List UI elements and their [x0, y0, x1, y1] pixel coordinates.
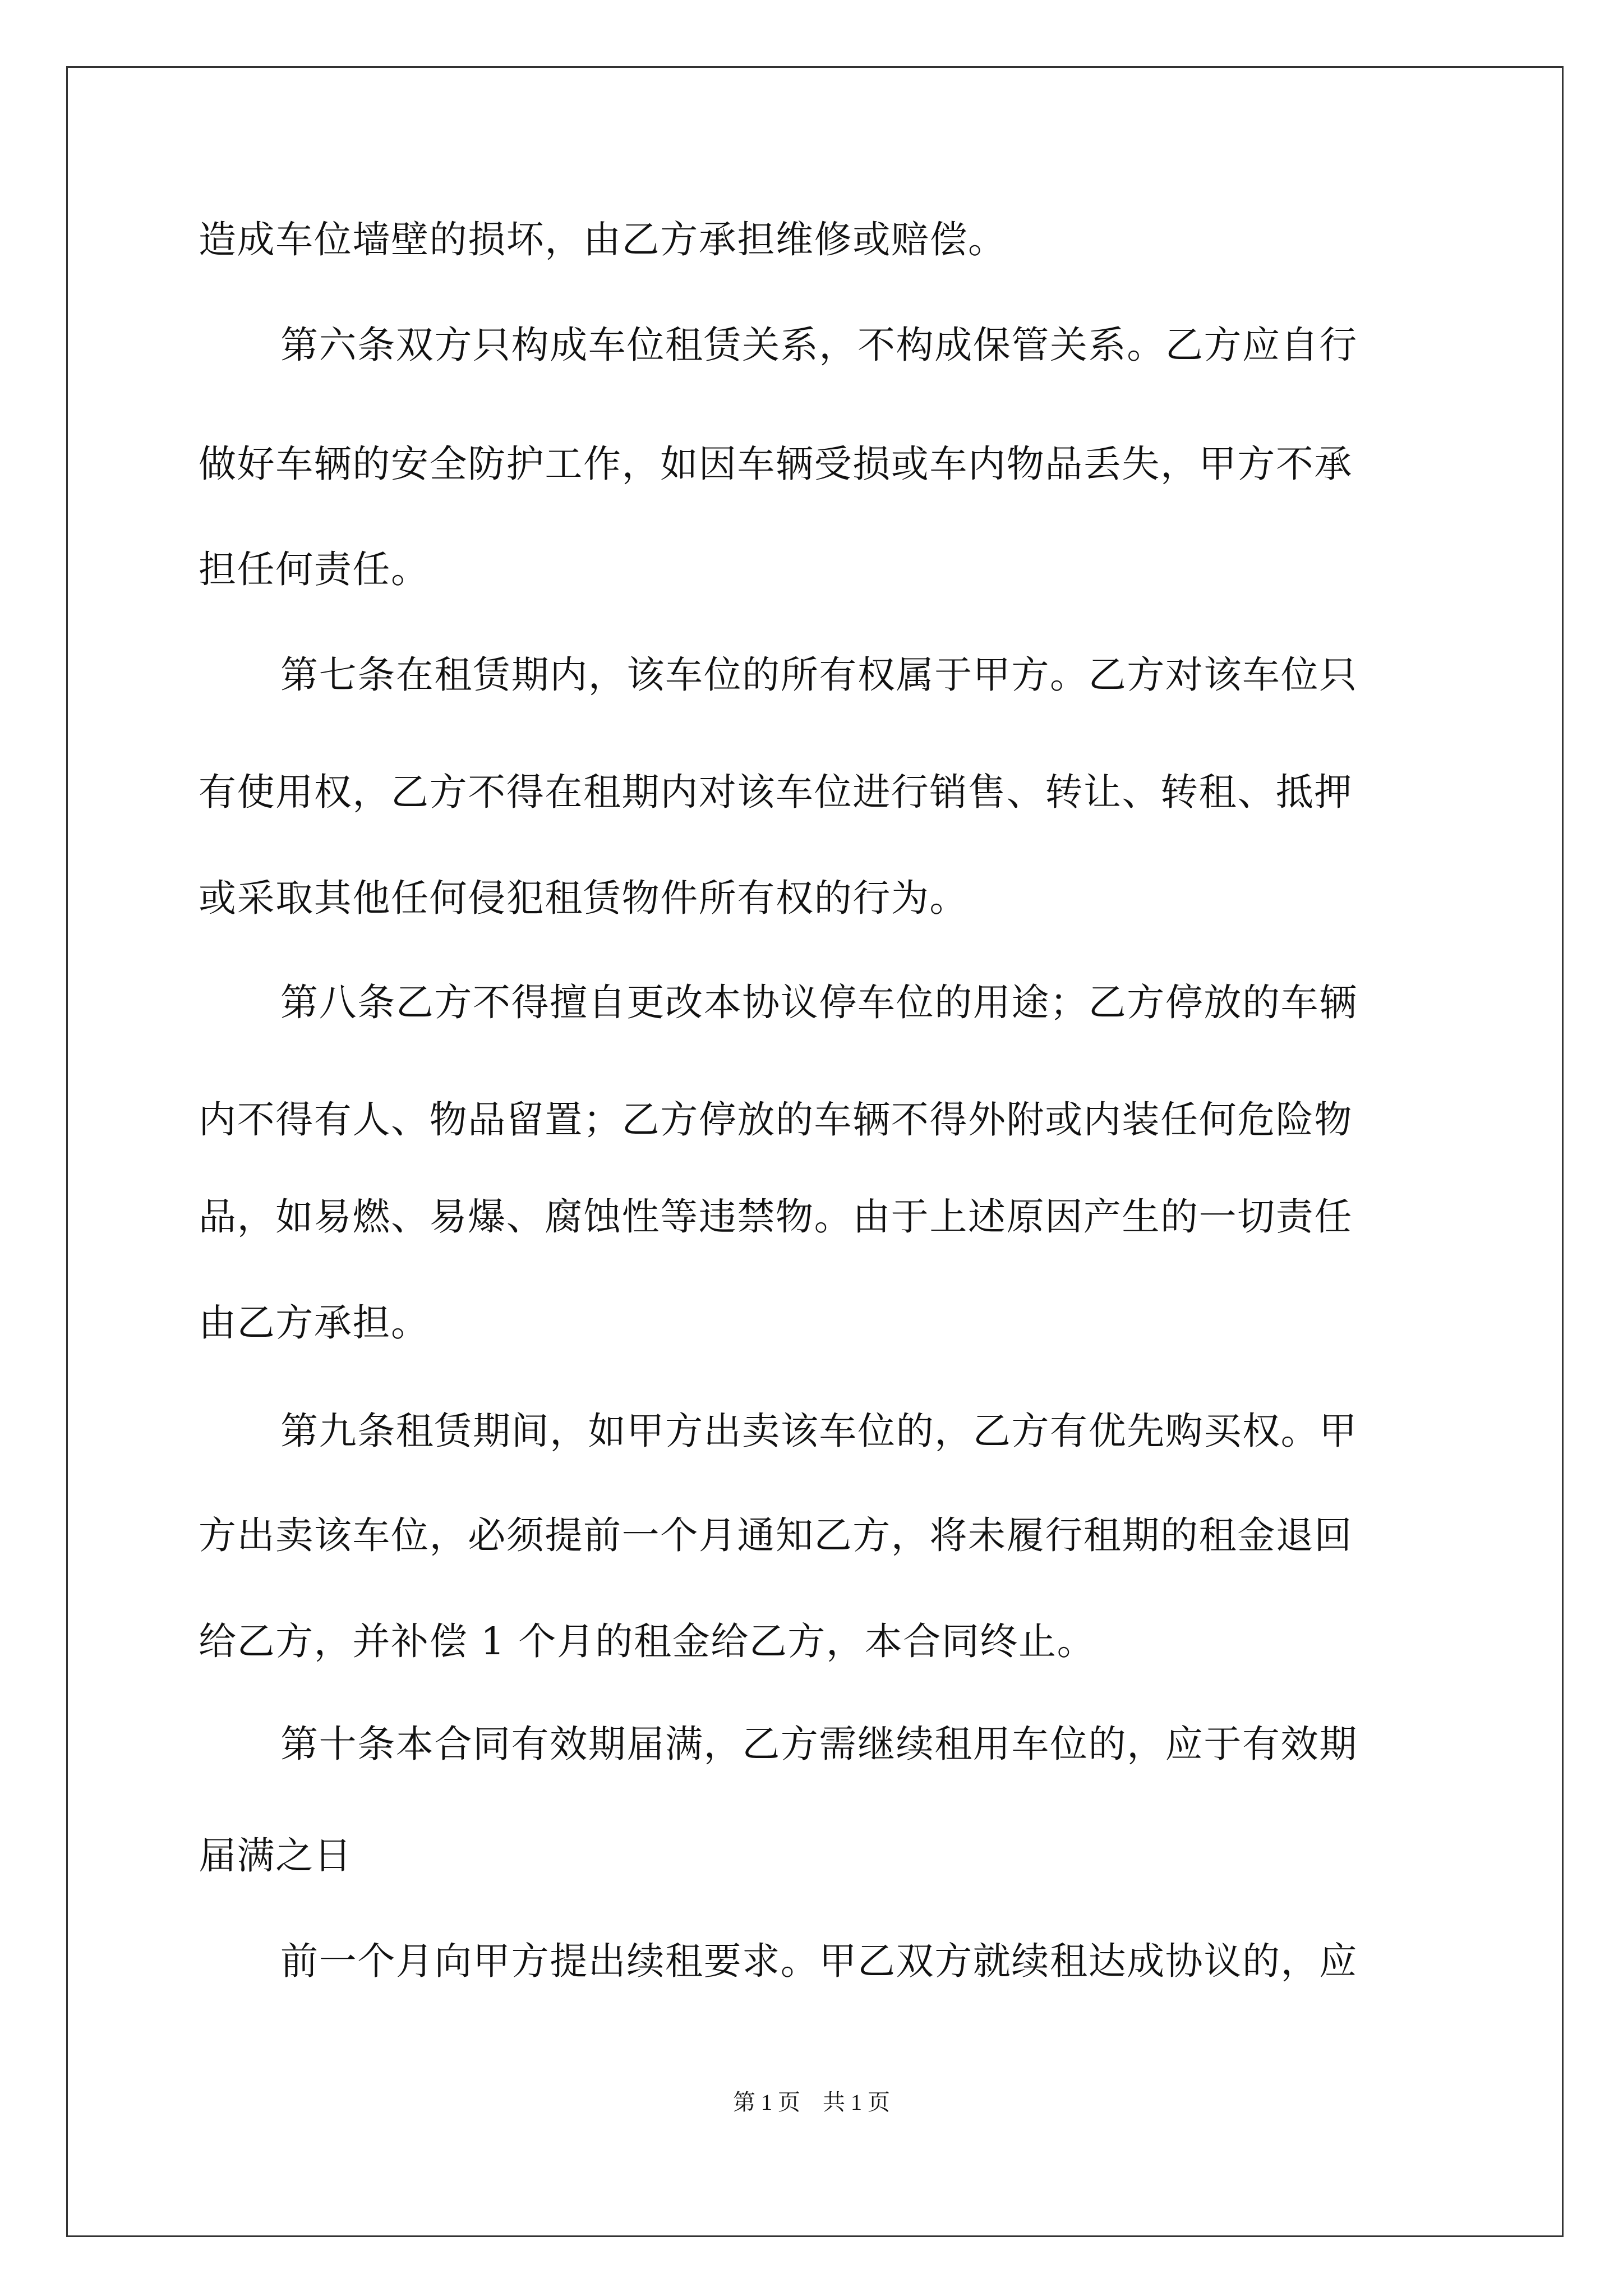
text-line: 届满之日	[199, 1834, 353, 1878]
text-line: 第六条双方只构成车位租赁关系，不构成保管关系。乙方应自行	[280, 323, 1358, 367]
page-total: 共 1 页	[823, 2090, 890, 2115]
text-line: 品，如易燃、易爆、腐蚀性等违禁物。由于上述原因产生的一切责任	[199, 1195, 1353, 1239]
text-line: 给乙方，并补偿 1 个月的租金给乙方，本合同终止。	[199, 1619, 1096, 1663]
text-line: 前一个月向甲方提出续租要求。甲乙双方就续租达成协议的，应	[280, 1939, 1358, 1983]
text-line: 造成车位墙壁的损坏，由乙方承担维修或赔偿。	[199, 218, 1007, 261]
text-line: 第九条租赁期间，如甲方出卖该车位的，乙方有优先购买权。甲	[280, 1409, 1358, 1453]
text-line: 或采取其他任何侵犯租赁物件所有权的行为。	[199, 876, 968, 920]
text-line: 第十条本合同有效期届满，乙方需继续租用车位的，应于有效期	[280, 1722, 1358, 1766]
text-line: 内不得有人、物品留置；乙方停放的车辆不得外附或内装任何危险物	[199, 1098, 1353, 1142]
text-line: 由乙方承担。	[199, 1301, 430, 1345]
text-line: 第七条在租赁期内，该车位的所有权属于甲方。乙方对该车位只	[280, 653, 1358, 697]
text-line: 担任何责任。	[199, 547, 430, 591]
text-line: 方出卖该车位，必须提前一个月通知乙方，将未履行租期的租金退回	[199, 1513, 1353, 1557]
text-line: 有使用权，乙方不得在租期内对该车位进行销售、转让、转租、抵押	[199, 770, 1353, 814]
text-line: 第八条乙方不得擅自更改本协议停车位的用途；乙方停放的车辆	[280, 981, 1358, 1024]
page-footer	[0, 2086, 1623, 2119]
text-line: 做好车辆的安全防护工作，如因车辆受损或车内物品丢失，甲方不承	[199, 442, 1353, 486]
page-number: 第 1 页	[733, 2090, 800, 2115]
